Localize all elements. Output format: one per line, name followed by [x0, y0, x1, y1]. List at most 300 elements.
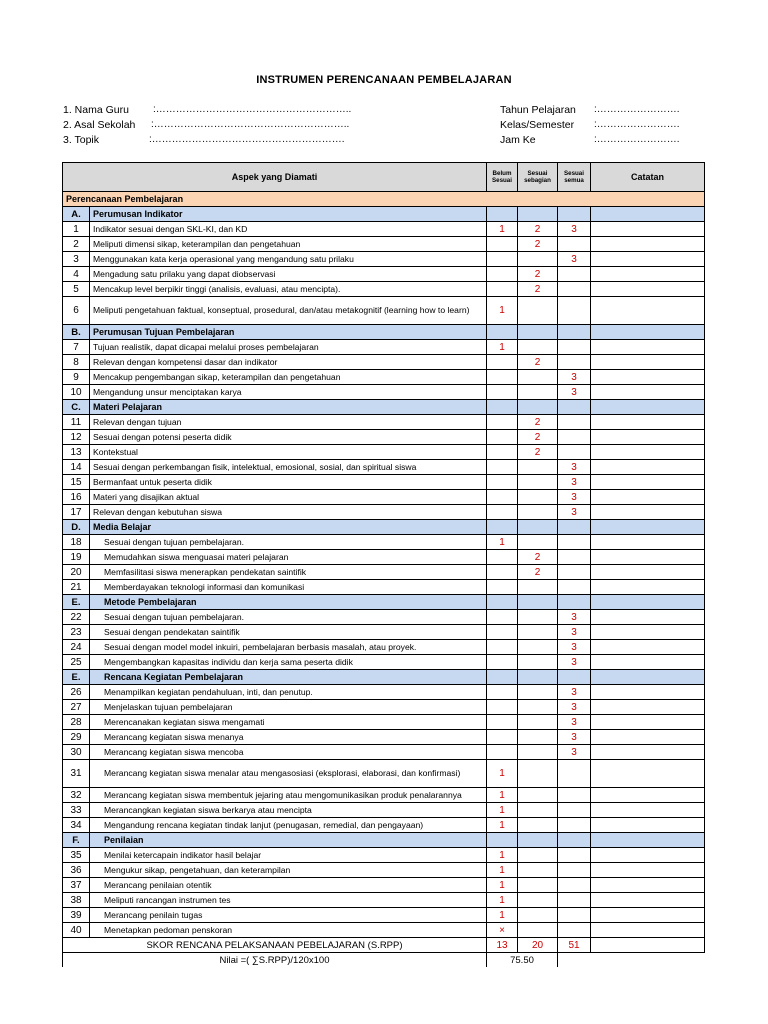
- section-empty-cell: [558, 207, 591, 222]
- score-sesuai-sebagian: 2: [518, 222, 558, 237]
- score-sesuai-semua: [558, 818, 591, 833]
- table-row: [63, 655, 705, 670]
- catatan-cell: [591, 788, 705, 803]
- row-number: 9: [63, 370, 90, 385]
- nilai-value: 75.50: [487, 953, 558, 968]
- table-row: [63, 267, 705, 282]
- section-empty-cell: [591, 595, 705, 610]
- catatan-cell: [591, 340, 705, 355]
- score-sesuai-semua: [558, 580, 591, 595]
- score-sesuai-sebagian: [518, 863, 558, 878]
- table-row: [63, 415, 705, 430]
- table-row: [63, 715, 705, 730]
- field-topik-value: :………………………………………………….: [149, 134, 345, 145]
- row-number: 29: [63, 730, 90, 745]
- row-number: 3: [63, 252, 90, 267]
- catatan-cell: [591, 923, 705, 938]
- table-row: [63, 760, 705, 788]
- table-row: [63, 282, 705, 297]
- score-sesuai-semua: 3: [558, 475, 591, 490]
- row-aspect-text: Merancangkan kegiatan siswa berkarya atau mencipta: [90, 803, 487, 818]
- row-number: 32: [63, 788, 90, 803]
- catatan-cell: [591, 252, 705, 267]
- table-row: [63, 730, 705, 745]
- section-letter: F.: [63, 833, 90, 848]
- section-empty-cell: [558, 595, 591, 610]
- table-row: [63, 878, 705, 893]
- row-aspect-text: Meliputi rancangan instrumen tes: [90, 893, 487, 908]
- table-row: [63, 625, 705, 640]
- score-sesuai-semua: [558, 297, 591, 325]
- field-kelas-semester-value: :…………………….: [594, 119, 680, 130]
- score-belum-sesuai: [487, 282, 518, 297]
- section-letter: C.: [63, 400, 90, 415]
- score-sesuai-semua: [558, 803, 591, 818]
- section-empty-cell: [591, 670, 705, 685]
- row-aspect-text: Merancang penilaian otentik: [90, 878, 487, 893]
- field-tahun-pelajaran-value: :…………………….: [594, 104, 680, 115]
- row-aspect-text: Mengembangkan kapasitas individu dan kerja sama peserta didik: [90, 655, 487, 670]
- score-belum-sesuai: [487, 475, 518, 490]
- row-aspect-text: Mengandung rencana kegiatan tindak lanjut (penugasan, remedial, dan pengayaan): [90, 818, 487, 833]
- catatan-cell: [591, 490, 705, 505]
- table-row: [63, 475, 705, 490]
- section-empty-cell: [487, 595, 518, 610]
- table-row: [63, 340, 705, 355]
- section-title: Penilaian: [90, 833, 487, 848]
- catatan-cell: [591, 445, 705, 460]
- score-sesuai-sebagian: [518, 893, 558, 908]
- row-number: 12: [63, 430, 90, 445]
- score-sesuai-semua: [558, 282, 591, 297]
- row-number: 30: [63, 745, 90, 760]
- section-letter: A.: [63, 207, 90, 222]
- catatan-cell: [591, 430, 705, 445]
- section-title: Media Belajar: [90, 520, 487, 535]
- score-sesuai-semua: 3: [558, 700, 591, 715]
- row-number: 8: [63, 355, 90, 370]
- score-sesuai-sebagian: [518, 535, 558, 550]
- table-row: [63, 788, 705, 803]
- section-empty-cell: [591, 207, 705, 222]
- section-header-row: [63, 670, 705, 685]
- score-sesuai-sebagian: [518, 848, 558, 863]
- score-sesuai-semua: [558, 863, 591, 878]
- col-belum-sesuai-header: Belum Sesuai: [487, 163, 518, 192]
- table-row: [63, 565, 705, 580]
- row-aspect-text: Bermanfaat untuk peserta didik: [90, 475, 487, 490]
- score-sesuai-semua: [558, 565, 591, 580]
- score-sesuai-semua: 3: [558, 730, 591, 745]
- score-sesuai-semua: [558, 788, 591, 803]
- row-number: 10: [63, 385, 90, 400]
- row-aspect-text: Mencakup level berpikir tinggi (analisis, evaluasi, atau mencipta).: [90, 282, 487, 297]
- score-belum-sesuai: 1: [487, 878, 518, 893]
- score-sesuai-sebagian: [518, 760, 558, 788]
- score-sesuai-semua: [558, 848, 591, 863]
- catatan-cell: [591, 685, 705, 700]
- score-sesuai-sebagian: [518, 610, 558, 625]
- row-number: 26: [63, 685, 90, 700]
- row-aspect-text: Sesuai dengan model model inkuiri, pembelajaran berbasis masalah, atau proyek.: [90, 640, 487, 655]
- score-sesuai-semua: 3: [558, 625, 591, 640]
- section-title: Rencana Kegiatan Pembelajaran: [90, 670, 487, 685]
- score-sesuai-sebagian: [518, 625, 558, 640]
- score-belum-sesuai: 1: [487, 297, 518, 325]
- table-row: [63, 580, 705, 595]
- nilai-empty-cell: [558, 953, 591, 968]
- score-belum-sesuai: [487, 655, 518, 670]
- score-belum-sesuai: [487, 415, 518, 430]
- catatan-cell: [591, 818, 705, 833]
- nilai-row: [63, 953, 705, 968]
- score-sesuai-sebagian: 2: [518, 565, 558, 580]
- row-aspect-text: Merencanakan kegiatan siswa mengamati: [90, 715, 487, 730]
- score-sesuai-sebagian: [518, 385, 558, 400]
- row-number: 40: [63, 923, 90, 938]
- catatan-cell: [591, 908, 705, 923]
- section-empty-cell: [591, 400, 705, 415]
- score-belum-sesuai: 1: [487, 848, 518, 863]
- field-asal-sekolah-value: :…………………………………………………..: [151, 119, 350, 130]
- row-aspect-text: Relevan dengan kompetensi dasar dan indikator: [90, 355, 487, 370]
- catatan-cell: [591, 475, 705, 490]
- row-aspect-text: Menetapkan pedoman penskoran: [90, 923, 487, 938]
- score-belum-sesuai: [487, 640, 518, 655]
- row-number: 1: [63, 222, 90, 237]
- catatan-cell: [591, 625, 705, 640]
- section-empty-cell: [591, 325, 705, 340]
- row-aspect-text: Memfasilitasi siswa menerapkan pendekatan saintifik: [90, 565, 487, 580]
- table-row: [63, 818, 705, 833]
- score-belum-sesuai: [487, 252, 518, 267]
- table-row: [63, 803, 705, 818]
- score-belum-sesuai: [487, 460, 518, 475]
- score-sesuai-sebagian: [518, 700, 558, 715]
- score-sesuai-semua: [558, 878, 591, 893]
- score-sesuai-semua: [558, 237, 591, 252]
- row-number: 2: [63, 237, 90, 252]
- table-row: [63, 535, 705, 550]
- row-number: 39: [63, 908, 90, 923]
- score-belum-sesuai: 1: [487, 893, 518, 908]
- row-number: 36: [63, 863, 90, 878]
- section-header-row: [63, 400, 705, 415]
- row-number: 31: [63, 760, 90, 788]
- table-row: [63, 505, 705, 520]
- row-aspect-text: Sesuai dengan tujuan pembelajaran.: [90, 610, 487, 625]
- score-sesuai-sebagian: [518, 923, 558, 938]
- catatan-cell: [591, 745, 705, 760]
- score-sesuai-semua: [558, 908, 591, 923]
- catatan-cell: [591, 878, 705, 893]
- row-aspect-text: Meliputi dimensi sikap, keterampilan dan pengetahuan: [90, 237, 487, 252]
- score-sesuai-sebagian: [518, 788, 558, 803]
- score-sesuai-semua: 3: [558, 745, 591, 760]
- score-sesuai-semua: 3: [558, 610, 591, 625]
- section-empty-cell: [487, 400, 518, 415]
- section-empty-cell: [558, 833, 591, 848]
- score-belum-sesuai: [487, 370, 518, 385]
- row-aspect-text: Merancang kegiatan siswa membentuk jejaring atau mengomunikasikan produk penalarannya: [90, 788, 487, 803]
- score-belum-sesuai: [487, 565, 518, 580]
- table-row: [63, 745, 705, 760]
- summary-catatan-cell: [591, 938, 705, 953]
- row-number: 4: [63, 267, 90, 282]
- score-sesuai-sebagian: 2: [518, 355, 558, 370]
- row-number: 27: [63, 700, 90, 715]
- table-row: [63, 297, 705, 325]
- summary-row: [63, 938, 705, 953]
- score-sesuai-sebagian: [518, 460, 558, 475]
- score-belum-sesuai: [487, 267, 518, 282]
- catatan-cell: [591, 282, 705, 297]
- table-row: [63, 490, 705, 505]
- row-aspect-text: Relevan dengan kebutuhan siswa: [90, 505, 487, 520]
- table-row: [63, 923, 705, 938]
- field-kelas-semester-label: Kelas/Semester: [500, 119, 575, 131]
- table-header-row: [63, 163, 705, 192]
- row-number: 22: [63, 610, 90, 625]
- section-empty-cell: [591, 833, 705, 848]
- row-number: 5: [63, 282, 90, 297]
- nilai-empty-cell: [591, 953, 705, 968]
- section-empty-cell: [558, 670, 591, 685]
- catatan-cell: [591, 237, 705, 252]
- score-belum-sesuai: [487, 580, 518, 595]
- score-sesuai-sebagian: 2: [518, 267, 558, 282]
- score-sesuai-semua: [558, 267, 591, 282]
- row-aspect-text: Sesuai dengan perkembangan fisik, intelektual, emosional, sosial, dan spiritual siswa: [90, 460, 487, 475]
- score-belum-sesuai: [487, 730, 518, 745]
- table-row: [63, 370, 705, 385]
- score-sesuai-semua: 3: [558, 490, 591, 505]
- score-belum-sesuai: [487, 625, 518, 640]
- score-sesuai-sebagian: [518, 297, 558, 325]
- score-belum-sesuai: 1: [487, 818, 518, 833]
- section-empty-cell: [487, 207, 518, 222]
- row-aspect-text: Tujuan realistik, dapat dicapai melalui proses pembelajaran: [90, 340, 487, 355]
- row-aspect-text: Mengukur sikap, pengetahuan, dan keterampilan: [90, 863, 487, 878]
- table-row: [63, 700, 705, 715]
- table-row: [63, 908, 705, 923]
- row-aspect-text: Mencakup pengembangan sikap, keterampilan dan pengetahuan: [90, 370, 487, 385]
- score-sesuai-sebagian: [518, 475, 558, 490]
- section-empty-cell: [487, 833, 518, 848]
- row-aspect-text: Menggunakan kata kerja operasional yang mengandung satu prilaku: [90, 252, 487, 267]
- score-sesuai-semua: 3: [558, 460, 591, 475]
- field-jam-ke-label: Jam Ke: [500, 134, 536, 146]
- catatan-cell: [591, 760, 705, 788]
- score-sesuai-semua: 3: [558, 505, 591, 520]
- row-number: 17: [63, 505, 90, 520]
- score-sesuai-sebagian: [518, 685, 558, 700]
- section-empty-cell: [487, 670, 518, 685]
- row-aspect-text: Mengadung satu prilaku yang dapat diobservasi: [90, 267, 487, 282]
- catatan-cell: [591, 610, 705, 625]
- score-sesuai-semua: 3: [558, 370, 591, 385]
- table-row: [63, 640, 705, 655]
- table-row: [63, 863, 705, 878]
- score-belum-sesuai: [487, 505, 518, 520]
- score-sesuai-semua: [558, 535, 591, 550]
- catatan-cell: [591, 565, 705, 580]
- score-sesuai-sebagian: [518, 340, 558, 355]
- table-row: [63, 445, 705, 460]
- row-number: 35: [63, 848, 90, 863]
- section-header-row: [63, 207, 705, 222]
- table-row: [63, 355, 705, 370]
- section-empty-cell: [558, 325, 591, 340]
- section-empty-cell: [591, 520, 705, 535]
- row-number: 6: [63, 297, 90, 325]
- catatan-cell: [591, 222, 705, 237]
- score-belum-sesuai: [487, 745, 518, 760]
- row-aspect-text: Relevan dengan tujuan: [90, 415, 487, 430]
- catatan-cell: [591, 803, 705, 818]
- score-sesuai-sebagian: 2: [518, 445, 558, 460]
- score-belum-sesuai: [487, 385, 518, 400]
- score-sesuai-semua: [558, 355, 591, 370]
- catatan-cell: [591, 297, 705, 325]
- section-empty-cell: [518, 520, 558, 535]
- section-letter: D.: [63, 520, 90, 535]
- score-belum-sesuai: 1: [487, 803, 518, 818]
- section-header-row: [63, 595, 705, 610]
- catatan-cell: [591, 535, 705, 550]
- score-sesuai-sebagian: [518, 803, 558, 818]
- score-belum-sesuai: [487, 685, 518, 700]
- field-nama-guru-label: 1. Nama Guru: [63, 104, 129, 116]
- row-number: 16: [63, 490, 90, 505]
- score-belum-sesuai: [487, 355, 518, 370]
- row-number: 28: [63, 715, 90, 730]
- row-aspect-text: Menjelaskan tujuan pembelajaran: [90, 700, 487, 715]
- section-title: Metode Pembelajaran: [90, 595, 487, 610]
- catatan-cell: [591, 848, 705, 863]
- score-sesuai-semua: [558, 760, 591, 788]
- section-empty-cell: [487, 520, 518, 535]
- score-sesuai-sebagian: [518, 715, 558, 730]
- score-sesuai-sebagian: [518, 655, 558, 670]
- score-sesuai-semua: 3: [558, 385, 591, 400]
- row-number: 37: [63, 878, 90, 893]
- score-belum-sesuai: [487, 715, 518, 730]
- score-sesuai-semua: 3: [558, 222, 591, 237]
- row-aspect-text: Sesuai dengan potensi peserta didik: [90, 430, 487, 445]
- field-asal-sekolah-label: 2. Asal Sekolah: [63, 119, 136, 131]
- section-empty-cell: [518, 670, 558, 685]
- part-title: Perencanaan Pembelajaran: [63, 192, 705, 207]
- row-aspect-text: Sesuai dengan pendekatan saintifik: [90, 625, 487, 640]
- section-empty-cell: [558, 400, 591, 415]
- score-belum-sesuai: 1: [487, 222, 518, 237]
- catatan-cell: [591, 893, 705, 908]
- catatan-cell: [591, 863, 705, 878]
- section-title: Perumusan Tujuan Pembelajaran: [90, 325, 487, 340]
- row-aspect-text: Memudahkan siswa menguasai materi pelajaran: [90, 550, 487, 565]
- score-sesuai-sebagian: [518, 818, 558, 833]
- score-sesuai-sebagian: [518, 745, 558, 760]
- col-aspek-header: Aspek yang Diamati: [63, 163, 487, 192]
- row-number: 38: [63, 893, 90, 908]
- score-sesuai-sebagian: [518, 908, 558, 923]
- table-row: [63, 430, 705, 445]
- row-aspect-text: Kontekstual: [90, 445, 487, 460]
- row-number: 20: [63, 565, 90, 580]
- score-sesuai-semua: 3: [558, 640, 591, 655]
- score-belum-sesuai: 1: [487, 908, 518, 923]
- catatan-cell: [591, 385, 705, 400]
- score-sesuai-sebagian: 2: [518, 282, 558, 297]
- section-empty-cell: [518, 207, 558, 222]
- col-sesuai-semua-header: Sesuai semua: [558, 163, 591, 192]
- score-sesuai-sebagian: [518, 640, 558, 655]
- row-aspect-text: Meliputi pengetahuan faktual, konseptual, prosedural, dan/atau metakognitif (learning how to learn): [90, 297, 487, 325]
- row-aspect-text: Merancang kegiatan siswa menanya: [90, 730, 487, 745]
- table-row: [63, 893, 705, 908]
- score-belum-sesuai: ×: [487, 923, 518, 938]
- score-sesuai-sebagian: [518, 252, 558, 267]
- score-sesuai-sebagian: [518, 878, 558, 893]
- score-sesuai-semua: 3: [558, 655, 591, 670]
- row-aspect-text: Menampilkan kegiatan pendahuluan, inti, dan penutup.: [90, 685, 487, 700]
- score-belum-sesuai: [487, 430, 518, 445]
- catatan-cell: [591, 730, 705, 745]
- score-sesuai-sebagian: [518, 505, 558, 520]
- score-belum-sesuai: [487, 237, 518, 252]
- catatan-cell: [591, 415, 705, 430]
- score-sesuai-sebagian: [518, 490, 558, 505]
- score-sesuai-semua: [558, 445, 591, 460]
- score-sesuai-semua: 3: [558, 685, 591, 700]
- row-number: 14: [63, 460, 90, 475]
- score-belum-sesuai: [487, 550, 518, 565]
- catatan-cell: [591, 700, 705, 715]
- section-empty-cell: [487, 325, 518, 340]
- catatan-cell: [591, 655, 705, 670]
- table-row: [63, 550, 705, 565]
- score-belum-sesuai: [487, 490, 518, 505]
- score-belum-sesuai: 1: [487, 340, 518, 355]
- table-row: [63, 685, 705, 700]
- table-row: [63, 385, 705, 400]
- field-nama-guru-value: :…………………………………………………..: [153, 104, 352, 115]
- score-sesuai-sebagian: 2: [518, 430, 558, 445]
- row-aspect-text: Indikator sesuai dengan SKL-KI, dan KD: [90, 222, 487, 237]
- section-letter: B.: [63, 325, 90, 340]
- row-aspect-text: Materi yang disajikan aktual: [90, 490, 487, 505]
- score-sesuai-semua: [558, 415, 591, 430]
- row-aspect-text: Memberdayakan teknologi informasi dan komunikasi: [90, 580, 487, 595]
- score-sesuai-semua: [558, 430, 591, 445]
- section-title: Materi Pelajaran: [90, 400, 487, 415]
- col-sesuai-sebagian-header: Sesuai sebagian: [518, 163, 558, 192]
- score-sesuai-semua: [558, 893, 591, 908]
- section-empty-cell: [518, 595, 558, 610]
- table-row: [63, 252, 705, 267]
- section-header-row: [63, 833, 705, 848]
- field-tahun-pelajaran-label: Tahun Pelajaran: [500, 104, 576, 116]
- score-sesuai-sebagian: [518, 580, 558, 595]
- col-catatan-header: Catatan: [591, 163, 705, 192]
- row-number: 23: [63, 625, 90, 640]
- row-number: 25: [63, 655, 90, 670]
- assessment-table: [62, 162, 705, 967]
- section-header-row: [63, 520, 705, 535]
- summary-belum-sesuai: 13: [487, 938, 518, 953]
- score-sesuai-semua: [558, 340, 591, 355]
